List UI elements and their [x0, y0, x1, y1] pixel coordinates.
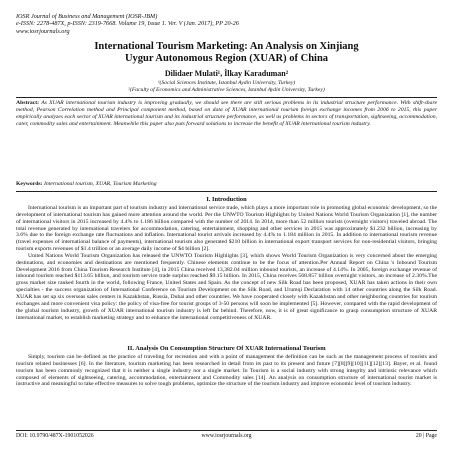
abstract-divider: [16, 191, 437, 192]
paper-title-line-2: Uygur Autonomous Region (XUAR) of China: [124, 53, 329, 64]
footer-doi: DOI: 10.9790/487X-1901052026: [16, 433, 94, 439]
keywords-label: Keywords:: [16, 181, 43, 187]
paper-title-line-1: International Tourism Marketing: An Analysis on Xinjiang: [94, 41, 359, 52]
keywords: [16, 181, 437, 188]
journal-name: IOSR Journal of Business and Management (IOSR-JBM): [16, 13, 158, 20]
paper-title: [16, 41, 437, 65]
paper-page: [16, 0, 437, 453]
journal-website[interactable]: www.iosrjournals.org: [16, 27, 70, 35]
affiliation-1: ¹(Social Sciences Institute, Istanbul Aydin University, Turkey): [157, 80, 296, 86]
section-body-introduction: [16, 205, 437, 321]
intro-paragraph-2: United Nations World Tourism Organization has released the UNWTO Tourism Highlights [3], which shows World Tourism Organization is very concerned about the emerging destinations, and economies and destinations are mentioned frequently. Chinese elements continue to be the focus of attention.Per Annual Report on China 's Inbound Tourism Development 2016 from China Tourism Research Institute [4], in 2015 China received 13,382.04 million inbound tourists, an increase of 4.14%. In 2005, foreign exchange revenue of inbound tourism reached $113.65 billion, and tourism service trade surplus reached $9.15 billion. In 2015, China receives 568.857 billion overnight visitors, an increase of 2.30%.The gross market size ranked fourth in the world, following France, United States and Spain. As the concept of new Silk Road has been proposed, XUAR has taken actions in their own specialties - the success organization of International Conference on Tourism Development on the Silk Road, and Urumqi Declaration with 14 other countries along the Silk Road. XUAR has set up six overseas sales centers in Kazakhstan, Russia, Dubai and other countries. We have cooperated closely with Kazakhstan and other neighboring countries for tourism exchanges and more convenient visa policy: the policy of visa-free for tourist groups of 3-50 persons will soon be implemented [5]. However, compared with the rapid development of the global tourism industry, growth of XUAR international tourism industry is left far behind. Therefore, now, it is of great significance to grasp consumption structure of XUAR international market, to establish marketing strategy and to enhance the international competitiveness of XUAR.: [16, 252, 437, 321]
abstract: [16, 100, 437, 127]
analysis-paragraph-1: Simply, tourism can be defined as the practice of traveling for recreation and with a point of management the definition can be such as the management process of tourists and tourism related businesses [6]. In the literature, tourism marketing has been researched in detail from its past to its present and future [7][8][9][10][11][12][13]. Bayer, et al. found tourism has been commonly recognized that it is neither a single industry nor a single market. In Tourism is a social industry with strong integrity and intrinsic relevance which composed of elements of sightseeing, catering, accommodation, entertainment and Commodity sales [14]. An analysis on consumption structure of international tourist market is instructive and meaningful to take effective measures to solve tough problems, optimize the structure of the tourism industry and improve economic level of tourism industry.: [16, 354, 437, 388]
footer-divider: [16, 430, 437, 431]
paper-authors: Dilidaer Mulati¹, İlkay Karaduman²: [164, 69, 289, 78]
top-divider: [16, 97, 437, 98]
footer-page-number: 20 | Page: [415, 433, 437, 439]
keywords-text: International tourism, XUAR, Tourism Marketing: [43, 181, 157, 187]
abstract-label: Abstract:: [16, 100, 40, 106]
section-heading-analysis: II. Analysis On Consumption Structure Of XUAR International Tourism: [127, 345, 326, 352]
abstract-text: As XUAR international tourism industry is improving gradually, we should see there are still serious problems in its industrial structure performance. With shift-share method, Pearson Correlation method and Principal component method, based on data of XUAR international tourism foreign exchange incomes from 2006 to 2015, this paper empirically analyzes each sector of XUAR international tourism and its industrial structure performance, as well as problems in sectors of transportation, sightseeing, accommodation, cater, commodity sales and entertainment. Meanwhile this paper also puts forward solutions to increase the benefit of XUAR international tourism industry.: [16, 100, 437, 127]
footer-website[interactable]: www.iosrjournals.org: [201, 433, 252, 439]
journal-header: [16, 13, 239, 35]
intro-paragraph-1: International tourism is an important part of tourism industry and international service trade, which plays a more important role in promoting global economic development, so the development of international tourism has gained more attention around the world. Per the UNWTO Tourism Highlights by United Nations World Tourism Organization [1], the number of international visitors in 2015 increased by 4.4% to 1.186 billion compared with the number of 2014. In 2014, more than 52 million tourists (overnight visitors) traveled abroad. The total revenue generated by international travelers for accommodation, catering, entertainment, shopping and other services in 2015 was approximately $1.232 billion, increasing by 3.6% due to the foreign exchange rate fluctuations and inflation. International tourist arrivals increased by 4.4% to 1.184 million in 2015. In addition to international tourism revenue (travel expenses of international balance of payments), international tourism also generated $210 billion in international export transport services for non-residential visitors, bringing tourism exports revenues of $1.4 trillion or an average daily income of $4 billion [2].: [16, 205, 437, 253]
affiliation-2: ²(Faculty of Economics and Administrative Sciences, Istanbul Aydin University, Turkey): [128, 87, 325, 93]
journal-issn: e-ISSN: 2278-487X, p-ISSN: 2319-7668. Volume 19, Issue 1. Ver. V (Jan. 2017), PP 20-26: [16, 20, 239, 28]
section-heading-introduction: I. Introduction: [206, 196, 247, 203]
section-body-analysis: [16, 354, 437, 388]
